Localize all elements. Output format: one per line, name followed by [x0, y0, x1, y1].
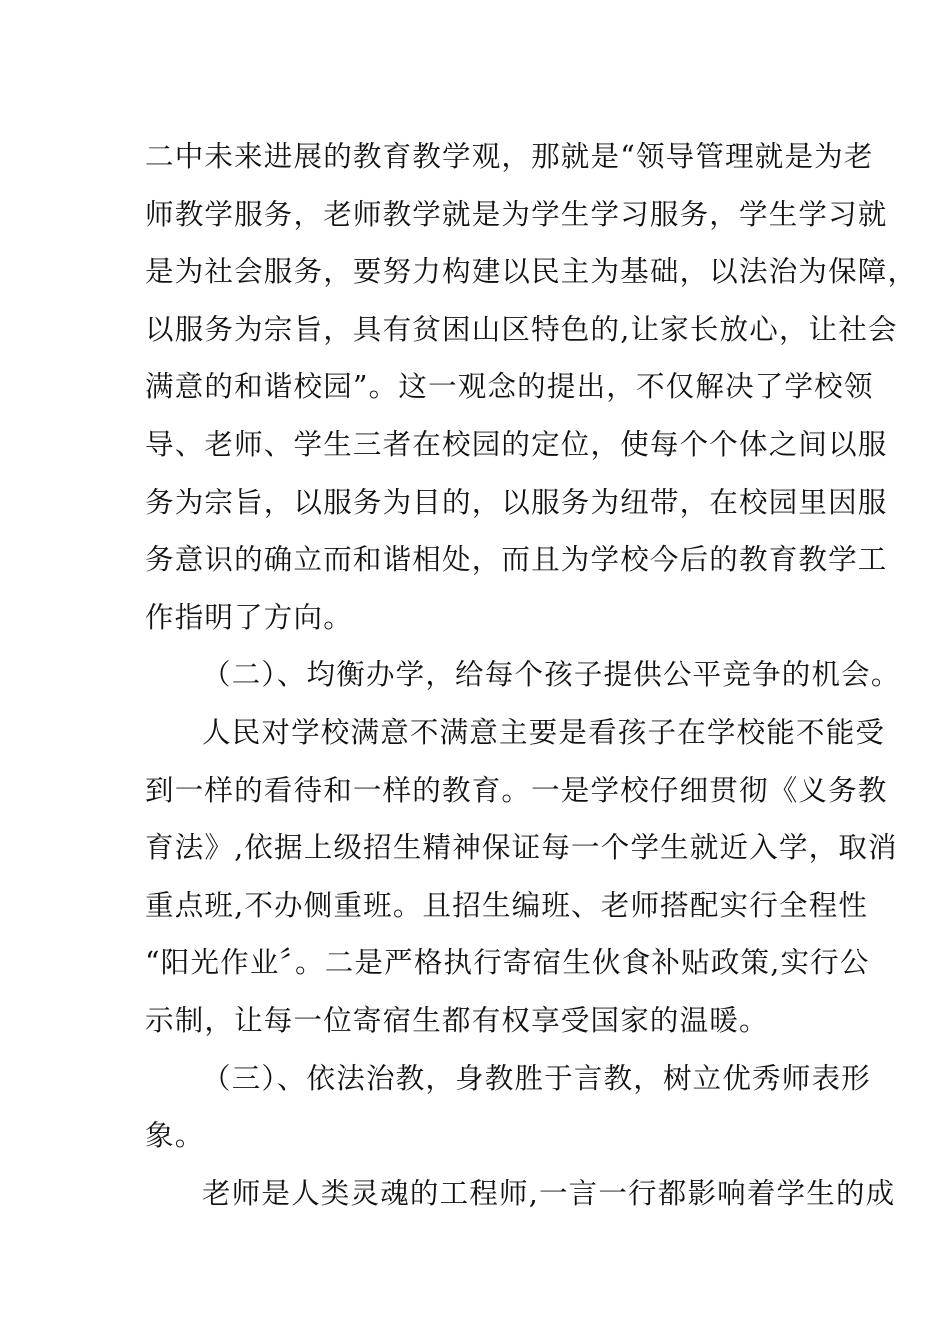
text-line: 作指明了方向。 [145, 600, 353, 634]
text-line: 务为宗旨，以服务为目的，以服务为纽带，在校园里因服 [145, 485, 888, 519]
text-line: 到一样的看待和一样的教育。一是学校仔细贯彻《义务教 [145, 773, 888, 807]
text-line: 二中未来进展的教育教学观，那就是“领导管理就是为老 [145, 140, 874, 173]
text-line: “阳光作业〞。二是严格执行寄宿生伙食补贴政策,实行公 [145, 946, 870, 980]
text-line: 导、老师、学生三者在校园的定位，使每个个体之间以服 [145, 427, 888, 461]
section-heading-two: （二）、均衡办学，给每个孩子提供公平竞争的机会。 [202, 658, 901, 692]
text-line: 象。 [145, 1119, 205, 1153]
body-text [145, 128, 918, 1222]
paragraph-start: 人民对学校满意不满意主要是看孩子在学校能不能受 [202, 715, 886, 749]
text-line: 育法》,依据上级招生精神保证每一个学生就近入学，取消 [145, 831, 898, 865]
text-line: 示制，让每一位寄宿生都有权享受国家的温暖。 [145, 1003, 769, 1037]
text-line: 师教学服务，老师教学就是为学生学习服务，学生学习就 [145, 197, 888, 231]
section-heading-three: （三）、依法治教，身教胜于言教，树立优秀师表形 [202, 1061, 871, 1095]
text-line: 以服务为宗旨，具有贫困山区特色的,让家长放心，让社会 [145, 312, 898, 346]
paragraph-start: 老师是人类灵魂的工程师,一言一行都影响着学生的成 [202, 1176, 896, 1210]
text-line: 务意识的确立而和谐相处，而且为学校今后的教育教学工 [145, 543, 888, 577]
text-line: 满意的和谐校园”。这一观念的提出，不仅解决了学校领 [145, 370, 874, 404]
text-line: 是为社会服务，要努力构建以民主为基础，以法治为保障， [145, 255, 918, 289]
text-line: 重点班,不办侧重班。且招生编班、老师搭配实行全程性 [145, 888, 869, 922]
